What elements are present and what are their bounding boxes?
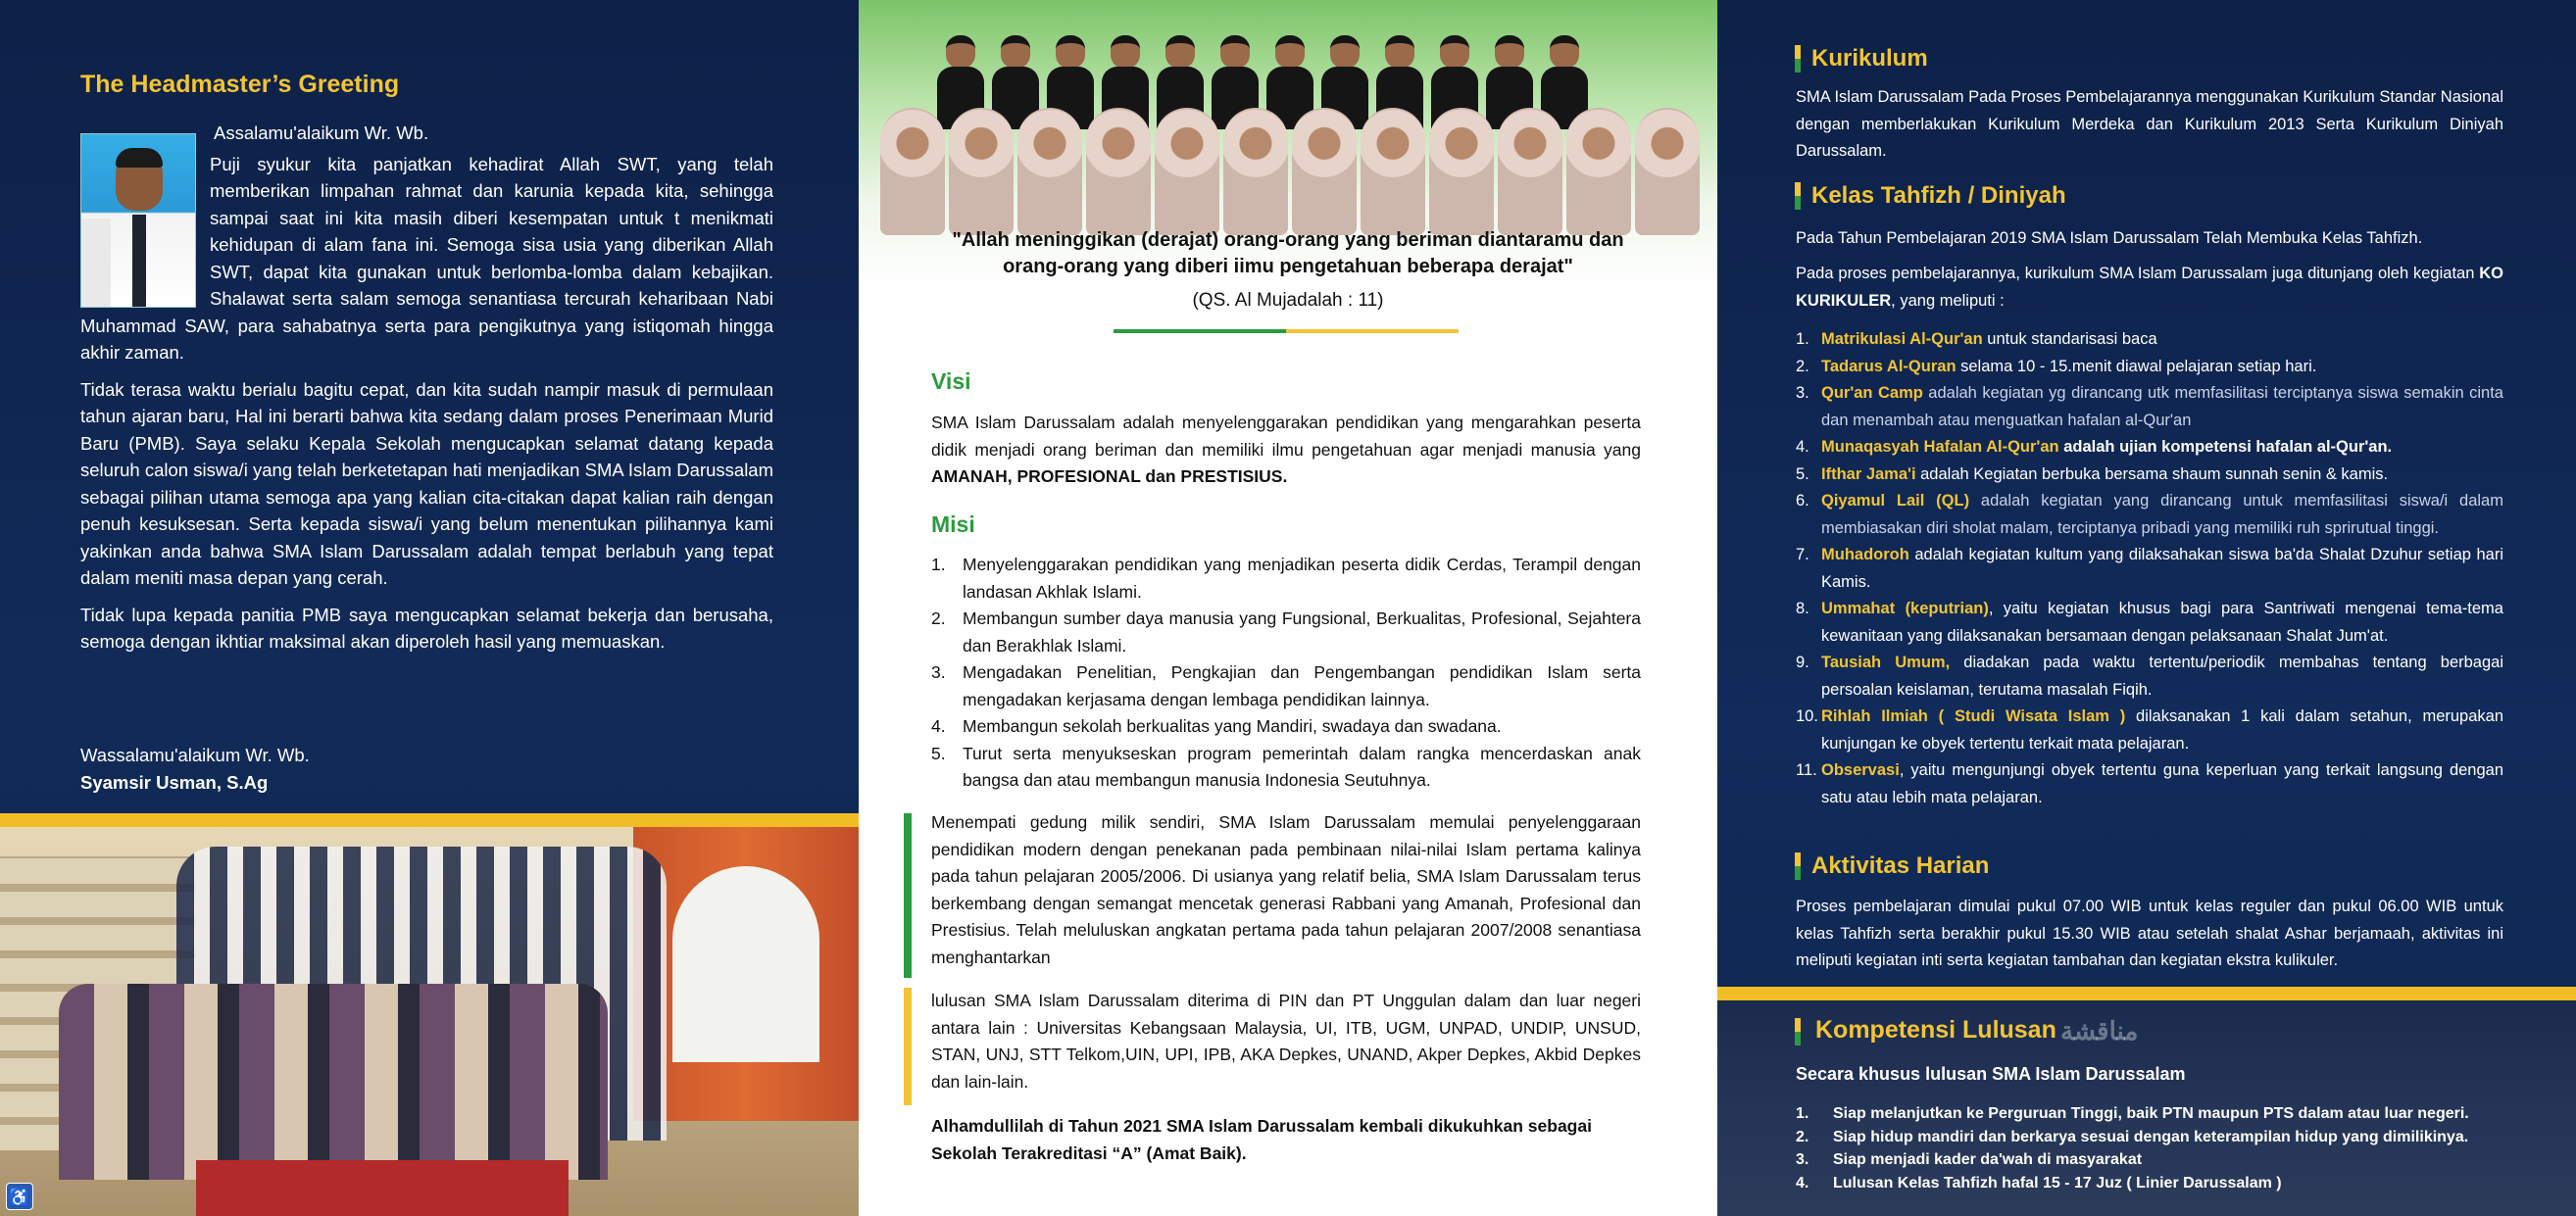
greeting-paragraph-1: Puji syukur kita panjatkan kehadirat Allah SWT, yang telah memberikan limpahan rahmat dan karunia kepada kita, sehingga sampai saat ini kita masih diberi kesempatan untuk t menikmati kehidupan di alam fana ini. Semoga sisa usia yang diberikan Allah SWT, dapat kita gunakan untuk berlomba-lomba dalam kebajikan. Shalawat serta salam semoga senantiasa tercurah keharibaan Nabi Muhammad SAW, para sahabatnya serta para pengikutnya yang istiqomah hingga akhir zaman. bbox=[80, 153, 773, 363]
kurikulum-text: SMA Islam Darussalam Pada Proses Pembelajarannya menggunakan Kurikulum Standar Nasional dengan memberlakukan Kurikulum Merdeka dan Kurikulum 2013 Serta Kurikulum Diniyah Darussalam. bbox=[1796, 88, 2503, 160]
list-item: 1. Matrikulasi Al-Qur'an untuk standarisasi baca bbox=[1796, 330, 2157, 348]
list-item: 2. Membangun sumber daya manusia yang Fungsional, Berkualitas, Profesional, Sejahtera dan Berakhlak Islami. bbox=[931, 608, 1641, 656]
students-group-photo bbox=[0, 827, 859, 1216]
heading-marker bbox=[1795, 45, 1801, 73]
tahfizh-heading: Kelas Tahfizh / Diniyah bbox=[1811, 182, 2066, 209]
salam-closing: Wassalamu'alaikum Wr. Wb. bbox=[80, 745, 310, 765]
quran-quote: "Allah meninggikan (derajat) orang-orang yang beriman diantaramu dan orang-orang yang diberi iimu pengetahuan beberapa derajat" bbox=[952, 229, 1624, 277]
accreditation-note: Alhamdullilah di Tahun 2021 SMA Islam Darussalam kembali dikukuhkan sebagai Sekolah Terakreditasi “A” (Amat Baik). bbox=[931, 1116, 1592, 1163]
list-item: 4. Membangun sekolah berkualitas yang Mandiri, swadaya dan swadana. bbox=[931, 716, 1502, 736]
list-item: 2. Siap hidup mandiri dan berkarya sesuai dengan keterampilan hidup yang dimilikinya. bbox=[1796, 1128, 2469, 1145]
divider bbox=[1114, 329, 1459, 333]
heading-marker bbox=[1795, 182, 1801, 210]
kurikulum-heading: Kurikulum bbox=[1811, 45, 1928, 72]
visi-text: SMA Islam Darussalam adalah menyelenggarakan pendidikan yang mengarahkan peserta didik menjadi orang beriman dan memiliki ilmu pengetahuan agar menjadi manusia yang AMANAH, PROFESIONAL dan PRESTISIUS. bbox=[931, 413, 1641, 486]
tahfizh-text-2: Pada proses pembelajarannya, kurikulum SMA Islam Darussalam juga ditunjang oleh kegiatan KO KURIKULER, yang meliputi : bbox=[1796, 265, 2503, 310]
curriculum-panel bbox=[1717, 0, 2576, 1216]
list-item: 9. Tausiah Umum, diadakan pada waktu tertentu/periodik membahas tentang berbagai persoalan keislaman, terutama masalah Fiqih. bbox=[1796, 654, 2503, 699]
greeting-closing bbox=[80, 742, 310, 797]
misi-heading: Misi bbox=[931, 511, 975, 537]
accent-bar bbox=[0, 813, 859, 827]
quote-source: (QS. Al Mujadalah : 11) bbox=[1192, 290, 1384, 311]
salam-opening: Assalamu'alaikum Wr. Wb. bbox=[214, 122, 429, 143]
list-item: 11. Observasi, yaitu mengunjungi obyek tertentu guna keperluan yang terkait langsung dengan satu atau lebih mata pelajaran. bbox=[1796, 761, 2503, 806]
kompetensi-subtitle: Secara khusus lulusan SMA Islam Darussalam bbox=[1796, 1064, 2186, 1084]
list-item: 5. Turut serta menyukseskan program pemerintah dalam rangka mencerdaskan anak bangsa dan atau membangun manusia Indonesia Seutuhnya. bbox=[931, 743, 1641, 790]
alumni-accent-bar bbox=[904, 988, 912, 1105]
list-item: 4. Lulusan Kelas Tahfizh hafal 15 - 17 Juz ( Linier Darussalam ) bbox=[1796, 1174, 2282, 1192]
heading-marker bbox=[1795, 852, 1801, 880]
accessibility-icon[interactable]: ♿ bbox=[6, 1183, 33, 1210]
list-item: 8. Ummahat (keputrian), yaitu kegiatan khusus bagi para Santriwati mengenai tema-tema kewanitaan yang dilaksanakan bersamaan dengan pelaksanaan Shalat Jum'at. bbox=[1796, 600, 2503, 645]
alumni-text: lulusan SMA Islam Darussalam diterima di PIN dan PT Unggulan dalam dan luar negeri antara lain : Universitas Kebangsaan Malaysia, UI, ITB, UGM, UNPAD, UNDIP, UNSUD, STAN, UNJ, STT Telkom,UIN, UPI, IPB, AKA Depkes, UNAND, Akper Depkes, Akbid Depkes dan lain-lain. bbox=[931, 991, 1641, 1092]
list-item: 4. Munaqasyah Hafalan Al-Qur'an adalah ujian kompetensi hafalan al-Qur'an. bbox=[1796, 438, 2393, 456]
kompetensi-list bbox=[1796, 1102, 2541, 1194]
aktivitas-text: Proses pembelajaran dimulai pukul 07.00 WIB untuk kelas reguler dan pukul 06.00 WIB untuk kelas Tahfizh serta berakhir pukul 15.30 WIB atau setelah shalat Ashar berjamaah, aktivitas ini meliputi kegiatan inti serta kegiatan tambahan dan kegiatan ekstra kulikuler. bbox=[1796, 898, 2503, 969]
graduates-photo bbox=[1717, 1000, 2576, 1216]
arabic-watermark: مناقشة bbox=[2060, 1016, 2139, 1046]
misi-list bbox=[931, 552, 1641, 795]
list-item: 2. Tadarus Al-Quran selama 10 - 15.menit diawal pelajaran setiap hari. bbox=[1796, 357, 2317, 375]
list-item: 7. Muhadoroh adalah kegiatan kultum yang dilaksahakan siswa ba'da Shalat Dzuhur setiap hari Kamis. bbox=[1796, 546, 2503, 591]
list-item: 3. Mengadakan Penelitian, Pengkajian dan Pengembangan pendidikan Islam serta mengadakan kerjasama dengan lembaga pendidikan lainnya. bbox=[931, 662, 1641, 709]
list-item: 3. Siap menjadi kader da'wah di masyarakat bbox=[1796, 1151, 2143, 1168]
history-text: Menempati gedung milik sendiri, SMA Islam Darussalam memulai penyelenggaraan pendidikan modern dengan penekanan pada pembinaan nilai-nilai Islam pertama kalinya pada tahun pelajaran 2005/2006. Di usianya yang relatif belia, SMA Islam Darussalam terus berkembang dengan semangat mencetak generasi Rabbani yang Amanah, Profesional dan Prestisius. Telah meluluskan angkatan pertama pada tahun pelajaran 2007/2008 senantiasa menghantarkan bbox=[931, 812, 1641, 967]
visi-heading: Visi bbox=[931, 368, 971, 394]
kegiatan-list bbox=[1796, 326, 2503, 811]
greeting-paragraph-2: Tidak terasa waktu berialu bagitu cepat, dan kita sudah nampir masuk di permulaan tahun ajaran baru, Hal ini berarti bahwa kita sedang dalam proses Penerimaan Murid Baru (PMB). Saya selaku Kepala Sekolah mengucapkan selamat datang kepada seluruh calon siswa/i yang telah berketetapan hati menjadikan SMA Islam Darussalam sebagai pilihan utama semoga apa yang kalian cita-citakan dapat kalian raih dengan penuh kesuksesan. Serta kepada siswa/i yang belum menentukan pilihannya kami yakinkan anda bahwa SMA Islam Darussalam adalah tempat berlabuh yang tepat dalam meniti masa depan yang cerah. bbox=[80, 378, 773, 588]
list-item: 5. Ifthar Jama'i adalah Kegiatan berbuka bersama shaum sunnah senin & kamis. bbox=[1796, 464, 2389, 483]
greeting-body bbox=[80, 120, 773, 665]
heading-marker bbox=[1795, 1018, 1801, 1046]
list-item: 6. Qiyamul Lail (QL) adalah kegiatan yang dirancang untuk memfasilitasi siswa/i dalam membiasakan diri sholat malam, terciptanya pribadi yang memiliki ruh sprirutual tinggi. bbox=[1796, 492, 2503, 537]
list-item: 1. Menyelenggarakan pendidikan yang menjadikan peserta didik Cerdas, Terampil dengan landasan Akhlak Islami. bbox=[931, 555, 1641, 602]
headmaster-greeting-title: The Headmaster’s Greeting bbox=[80, 71, 400, 98]
list-item: 3. Qur'an Camp adalah kegiatan yg dirancang utk memfasilitasi terciptanya siswa semakin cinta dan menambah atau menguatkan hafalan al-Qur'an bbox=[1796, 384, 2503, 429]
headmaster-signature: Syamsir Usman, S.Ag bbox=[80, 772, 269, 793]
vision-mission-panel bbox=[859, 0, 1717, 1216]
headmaster-panel bbox=[0, 0, 859, 1216]
list-item: 1. Siap melanjutkan ke Perguruan Tinggi, baik PTN maupun PTS dalam atau luar negeri. bbox=[1796, 1105, 2469, 1122]
greeting-paragraph-3: Tidak lupa kepada panitia PMB saya mengucapkan selamat bekerja dan berusaha, semoga dengan ikhtiar maksimal akan diperoleh hasil yang memuaskan. bbox=[80, 604, 773, 652]
list-item: 10. Rihlah Ilmiah ( Studi Wisata Islam ) dilaksanakan 1 kali dalam setahun, merupakan kunjungan ke obyek tertentu terkait mata pelajaran. bbox=[1796, 707, 2503, 753]
tahfizh-text-1: Pada Tahun Pembelajaran 2019 SMA Islam Darussalam Telah Membuka Kelas Tahfizh. bbox=[1796, 229, 2423, 247]
history-accent-bar bbox=[904, 813, 912, 978]
kompetensi-heading: Kompetensi Lulusan bbox=[1815, 1016, 2056, 1044]
accent-bar bbox=[1717, 987, 2576, 1000]
aktivitas-heading: Aktivitas Harian bbox=[1811, 852, 1990, 879]
